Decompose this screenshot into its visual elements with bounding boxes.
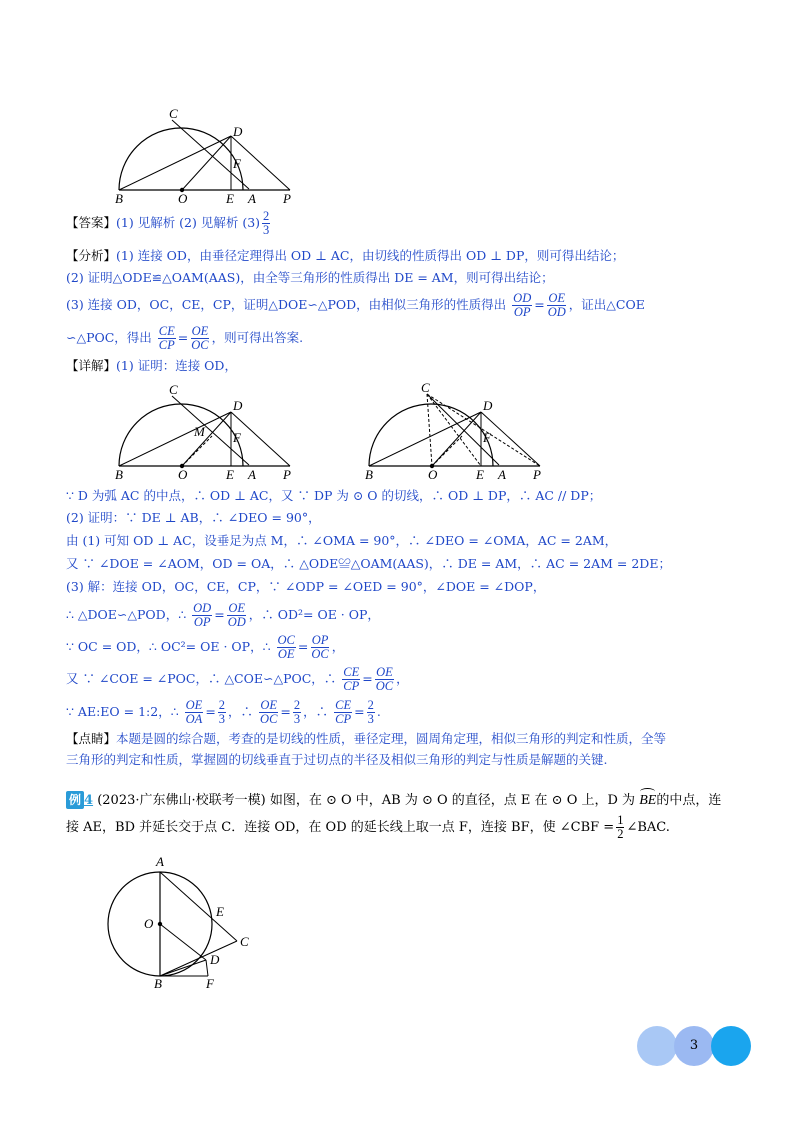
detail-line-9 <box>66 699 381 726</box>
fig1-label-o: O <box>178 191 188 204</box>
frac-num: OC <box>277 633 295 647</box>
frac-num: OE <box>191 324 209 338</box>
frac-den: OP <box>513 305 531 319</box>
analysis-line-3 <box>66 292 645 319</box>
page-badge-left <box>637 1026 677 1066</box>
frac-den: OE <box>277 647 295 661</box>
fig2-label-b: B <box>115 467 123 480</box>
figure-4 <box>100 850 260 990</box>
analysis-text-3a: (3) 连接 OD，OC，CE，CP，证明△DOE∽△POD，由相似三角形的性质得出 <box>66 297 507 312</box>
fig4-label-f: F <box>206 976 214 990</box>
fig3-label-p: P <box>533 467 541 480</box>
analysis-line-1 <box>66 247 624 265</box>
detail-text-9a: ∵ AE:EO = 1:2，∴ <box>66 704 179 719</box>
example-text-2b: ∠BAC. <box>626 820 670 835</box>
example-text-1b: 的中点，连 <box>656 793 722 808</box>
frac-den: CP <box>335 712 352 726</box>
analysis-text-4b: ，则可得出答案. <box>211 330 304 345</box>
frac-num: 2 <box>218 698 226 712</box>
frac-den: 3 <box>218 712 226 726</box>
fig4-label-o: O <box>144 916 154 931</box>
answer-label: 【答案】 <box>66 215 117 230</box>
answer-frac-num: 2 <box>263 209 270 223</box>
fig2-label-m: M <box>194 424 205 439</box>
frac-num: OE <box>548 291 566 305</box>
fig2-label-o: O <box>178 467 188 480</box>
frac-num: CE <box>335 698 352 712</box>
frac-den: OP <box>193 615 211 629</box>
frac-num: OP <box>311 633 329 647</box>
fig2-label-a: A <box>248 467 256 480</box>
fig1-label-c: C <box>169 106 178 121</box>
frac-num: CE <box>343 665 360 679</box>
figure-2 <box>105 380 305 480</box>
detail-text-6a: ∴ △DOE∽△POD，∴ <box>66 607 187 622</box>
fig1-label-p: P <box>283 191 291 204</box>
example-text-2a: 接 AE，BD 并延长交于点 C．连接 OD，在 OD 的延长线上取一点 F，连接 BF，使 ∠CBF = <box>66 820 615 835</box>
fig3-label-a: A <box>498 467 506 480</box>
detail-line-0 <box>66 357 237 375</box>
answer-text: (1) 见解析 (2) 见解析 (3) <box>116 215 261 230</box>
equals: = <box>280 704 291 719</box>
page-badge-right <box>711 1026 751 1066</box>
frac-den: OC <box>375 679 394 693</box>
detail-line-8 <box>66 666 409 693</box>
frac-den: 2 <box>617 827 624 841</box>
frac-num: OD <box>193 601 212 615</box>
comment-label: 【点睛】 <box>66 731 117 746</box>
frac-num: OE <box>376 665 393 679</box>
frac-den: OA <box>185 712 203 726</box>
comment-line-2: 三角形的判定和性质，掌握圆的切线垂直于过切点的半径及相似三角形的判定与性质是解题的关键. <box>66 752 608 767</box>
equals: = <box>534 297 545 312</box>
equals: = <box>297 639 309 654</box>
equals: = <box>205 704 216 719</box>
frac-num: OE <box>228 601 246 615</box>
frac-den: OD <box>227 615 246 629</box>
answer-line <box>66 210 272 237</box>
detail-text-6b: ，∴ OD²= OE · OP， <box>248 607 380 622</box>
detail-line-4: 又 ∵ ∠DOE = ∠AOM，OD = OA，∴ △ODE≌△OAM(AAS)，∴ DE = AM，∴ AC = 2AM = 2DE； <box>66 556 671 571</box>
equals: = <box>354 704 365 719</box>
analysis-line-4 <box>66 325 303 352</box>
fig3-label-b: B <box>365 467 373 480</box>
detail-text-9d: . <box>376 704 381 719</box>
analysis-text-4a: ∽△POC，得出 <box>66 330 152 345</box>
fig3-label-d: D <box>483 398 493 413</box>
frac-den: OC <box>191 338 209 352</box>
frac-num: 1 <box>617 813 624 827</box>
frac-den: CP <box>343 679 360 693</box>
fig3-label-c: C <box>421 380 430 395</box>
detail-text-7a: ∵ OC = OD，∴ OC²= OE · OP，∴ <box>66 639 271 654</box>
detail-line-7 <box>66 634 344 661</box>
fig4-label-e: E <box>216 904 224 919</box>
analysis-text-1: (1) 连接 OD，由垂径定理得出 OD ⊥ AC，由切线的性质得出 OD ⊥ DP，则可得出结论； <box>116 248 625 263</box>
fig4-label-a: A <box>156 854 164 869</box>
detail-text-9c: ，∴ <box>303 704 329 719</box>
example-tag: 例 <box>66 791 84 809</box>
detail-text-8a: 又 ∵ ∠COE = ∠POC，∴ △COE∽△POC，∴ <box>66 671 337 686</box>
fig2-label-d: D <box>233 398 243 413</box>
example-number: 4 <box>84 793 94 808</box>
frac-num: OE <box>185 698 203 712</box>
frac-num: OE <box>260 698 278 712</box>
fig1-label-e: E <box>226 191 234 204</box>
fig2-label-c: C <box>169 382 178 397</box>
fig4-label-d: D <box>210 952 220 967</box>
frac-den: 3 <box>293 712 301 726</box>
frac-num: OD <box>513 291 532 305</box>
fig1-label-f: F <box>233 156 241 171</box>
example-text-1a: (2023·广东佛山·校联考一模) 如图，在 ⊙ O 中，AB 为 ⊙ O 的直径，点 E 在 ⊙ O 上，D 为 <box>97 793 636 808</box>
frac-num: CE <box>158 324 175 338</box>
fig4-label-c: C <box>240 934 249 949</box>
fig1-label-a: A <box>248 191 256 204</box>
comment-line-1 <box>66 730 666 748</box>
example-line-1 <box>66 791 721 810</box>
equals: = <box>214 607 225 622</box>
analysis-line-2: (2) 证明△ODE≌△OAM(AAS)，由全等三角形的性质得出 DE = AM，则可得出结论； <box>66 270 554 285</box>
analysis-text-3b: ，证出△COE <box>568 297 645 312</box>
analysis-label: 【分析】 <box>66 248 117 263</box>
frac-num: 2 <box>367 698 374 712</box>
frac-den: OC <box>260 712 278 726</box>
detail-text-8b: ， <box>396 671 409 686</box>
fig3-label-e: E <box>476 467 484 480</box>
page-number: 3 <box>689 1038 699 1053</box>
fig2-label-f: F <box>233 430 241 445</box>
frac-num: 2 <box>293 698 301 712</box>
detail-line-1: ∵ D 为弧 AC 的中点，∴ OD ⊥ AC，又 ∵ DP 为 ⊙ O 的切线，∴ OD ⊥ DP，∴ AC // DP； <box>66 488 602 503</box>
fig2-label-e: E <box>226 467 234 480</box>
detail-label: 【详解】 <box>66 358 117 373</box>
fig3-label-o: O <box>428 467 438 480</box>
frac-den: CP <box>158 338 175 352</box>
detail-text-0: (1) 证明：连接 OD， <box>116 358 237 373</box>
frac-den: OD <box>547 305 566 319</box>
example-line-2 <box>66 814 670 841</box>
detail-text-9b: ，∴ <box>228 704 254 719</box>
detail-line-2: (2) 证明：∵ DE ⊥ AB，∴ ∠DEO = 90°， <box>66 510 321 525</box>
equals: = <box>362 671 373 686</box>
detail-text-7b: ， <box>331 639 345 654</box>
fig1-label-d: D <box>233 124 243 139</box>
equals: = <box>177 330 189 345</box>
comment-text-1: 本题是圆的综合题，考查的是切线的性质，垂径定理，圆周角定理，相似三角形的判定和性质，全等 <box>116 731 667 746</box>
arc-be: BE <box>639 793 657 808</box>
fig2-label-p: P <box>283 467 291 480</box>
frac-den: OC <box>311 647 329 661</box>
fig4-label-b: B <box>154 976 162 990</box>
figure-3 <box>355 380 555 480</box>
answer-frac-den: 3 <box>263 223 270 237</box>
detail-line-3: 由 (1) 可知 OD ⊥ AC，设垂足为点 M，∴ ∠OMA = 90°，∴ ∠DEO = ∠OMA，AC = 2AM， <box>66 533 618 548</box>
frac-den: 3 <box>367 712 374 726</box>
fig3-label-f: F <box>483 430 491 445</box>
detail-line-5: (3) 解：连接 OD，OC，CE，CP，∵ ∠ODP = ∠OED = 90°，∠DOE = ∠DOP， <box>66 579 546 594</box>
figure-1 <box>105 104 305 204</box>
detail-line-6 <box>66 602 380 629</box>
fig1-label-b: B <box>115 191 123 204</box>
